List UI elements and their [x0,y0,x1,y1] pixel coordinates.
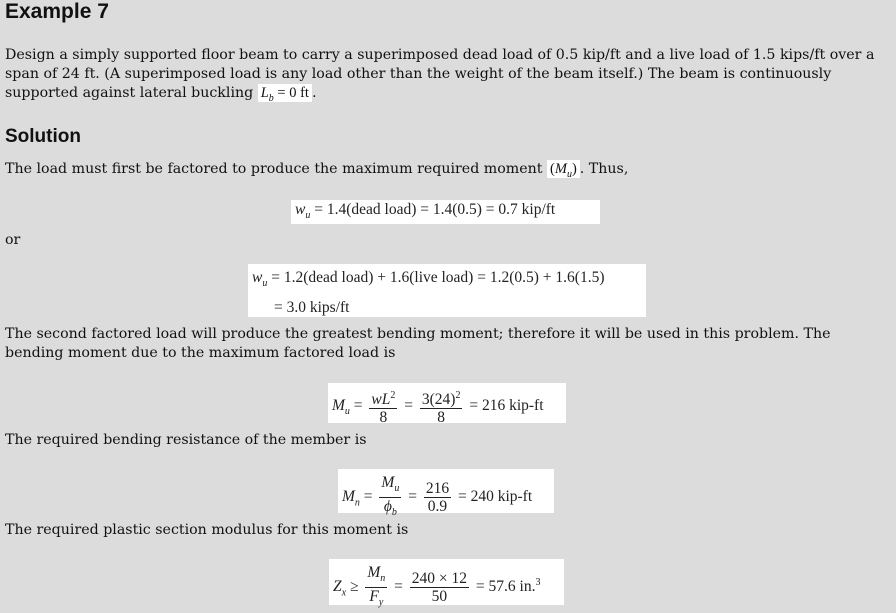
problem-text: Design a simply supported floor beam to carry a superimposed dead load of 0.5 kip/ft and a live load of 1.5 kips/ft over a span of 24 ft. (A superimposed load is any load other than the weight of the beam itself.) The beam is continuously supported against lateral buckling [5,47,875,101]
paragraph-bending-resistance: The required bending resistance of the member is [5,432,367,448]
required-moment-symbol: $(M_u)$ [547,160,580,178]
problem-statement: Design a simply supported floor beam to carry a superimposed dead load of 0.5 kip/ft and a live load of 1.5 kips/ft over a span of 24 ft. (A superimposed load is any load other than the weight of the beam itself.) The beam is continuously supported against lateral buckling $L_b = 0$ ft . [5,47,875,104]
eq2-line1: $w_u$ = 1.2(dead load) + 1.6(live load) = 1.2(0.5) + 1.6(1.5) [252,269,605,290]
paragraph-factored-load: The load must first be factored to produce the maximum required moment $(M_u)$ . Thus, [5,161,629,180]
equation-nominal-moment: $M_n$ = $\frac{M_u}{\phi_b}$ = $\frac{216}{0.9}$ = 240 kip-ft [338,469,554,513]
eq2-line2: = 3.0 kips/ft [274,299,350,317]
or-text: or [5,232,21,248]
example-heading: Example 7 [5,0,109,23]
paragraph-greatest-moment: The second factored load will produce the greatest bending moment; therefore it will be used in this problem. The bending moment due to the maximum factored load is [5,326,831,361]
para1-text: The load must first be factored to produce the maximum required moment [5,161,543,177]
equation-max-moment: $M_u$ = $\frac{wL^2}{8}$ = $\frac{3(24)^2}{8}$ = 216 kip-ft [328,383,566,423]
equation-plastic-section-modulus: $Z_x$ ≥ $\frac{M_n}{F_y}$ = $\frac{240 \times 12}{50}$ = 57.6 in.$^3$ [329,559,564,605]
lateral-support-condition: $L_b = 0$ ft [258,84,312,102]
paragraph-section-modulus: The required plastic section modulus for this moment is [5,522,409,538]
equation-dead-load-factor: $w_u$ = 1.4(dead load) = 1.4(0.5) = 0.7 kip/ft [291,200,600,224]
solution-heading: Solution [5,126,81,147]
equation-combined-load-factor [248,264,646,317]
